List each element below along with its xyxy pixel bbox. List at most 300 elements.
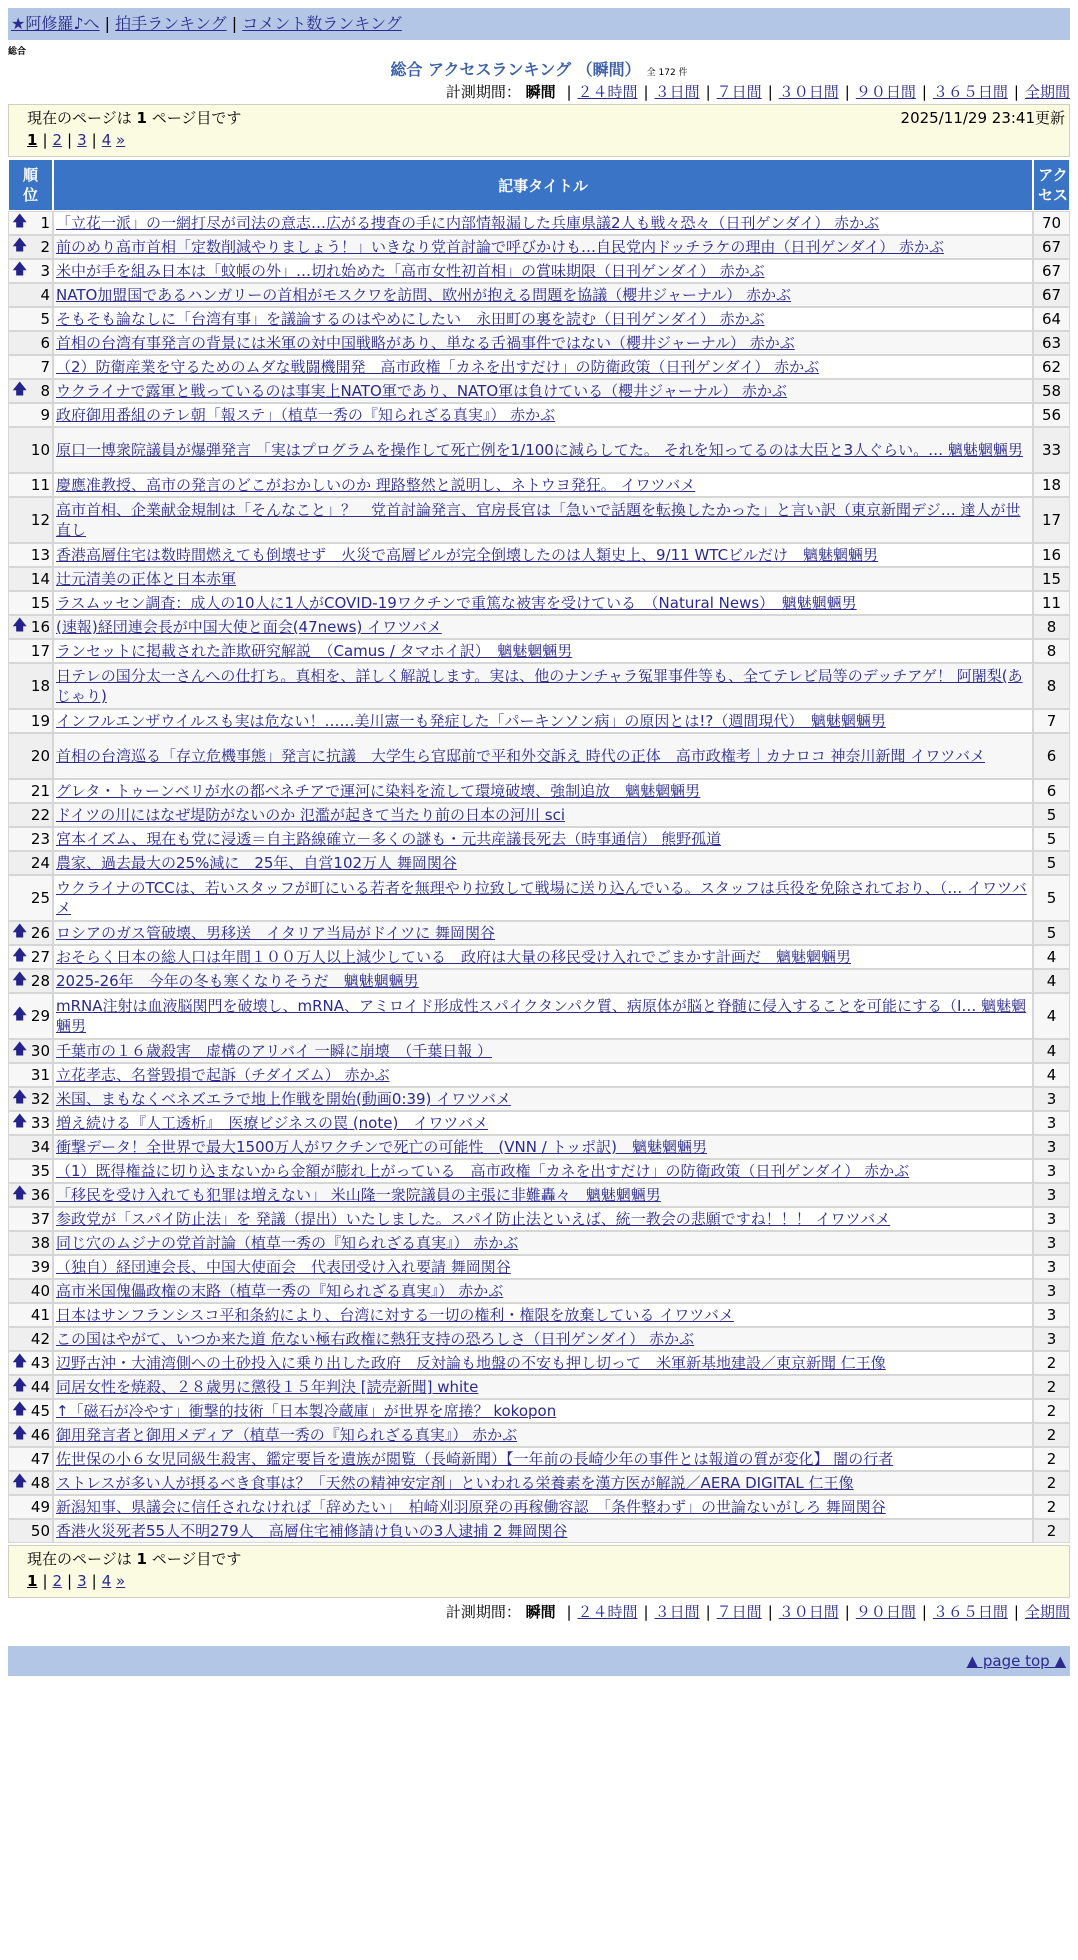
access-count: 17 — [1033, 497, 1070, 543]
article-title-link[interactable]: 日テレの国分太一さんへの仕打ち。真相を、詳しく解説します。実は、他のナンチャラ冤罪事件等も、全てテレビ局等のデッチアゲ！ 阿闍梨(あじゃり) — [56, 667, 1023, 705]
rank-number: 18 — [30, 677, 50, 695]
rank-number: 40 — [30, 1282, 50, 1300]
table-row — [8, 497, 1070, 543]
title-cell — [53, 1231, 1033, 1255]
table-row — [8, 355, 1070, 379]
rank-cell — [8, 1447, 53, 1471]
article-title-link[interactable]: 宮本イズム、現在も党に浸透＝自主路線確立－多くの謎も・元共産議長死去（時事通信） 熊野孤道 — [56, 830, 722, 848]
rank-cell — [8, 379, 53, 403]
period-link[interactable]: 全期間 — [1024, 83, 1070, 101]
rank-number: 20 — [30, 747, 50, 765]
rank-cell — [8, 1495, 53, 1519]
table-row — [8, 1255, 1070, 1279]
access-count: 3 — [1033, 1279, 1070, 1303]
article-title-link[interactable]: ランセットに掲載された詐欺研究解説 （Camus / タマホイ訳） 魑魅魍魎男 — [56, 642, 573, 660]
rank-number: 13 — [30, 546, 50, 564]
article-title-link[interactable]: mRNA注射は血液脳関門を破壊し、mRNA、アミロイド形成性スパイクタンパク質、病原体が脳と脊髄に侵入することを可能にする（I… 魑魅魍魎男 — [56, 997, 1027, 1035]
access-count: 2 — [1033, 1399, 1070, 1423]
article-title-link[interactable]: 衝撃データ！全世界で最大1500万人がワクチンで死亡の可能性 (VNN / トッポ訳) 魑魅魍魎男 — [56, 1138, 707, 1156]
rank-cell — [8, 403, 53, 427]
col-header-access-text: アクセス — [1037, 166, 1068, 204]
title-cell — [53, 1279, 1033, 1303]
article-title-link[interactable]: 「移民を受け入れても犯罪は増えない」 米山隆一衆院議員の主張に非難轟々 魑魅魍魎男 — [56, 1186, 661, 1204]
period-link[interactable]: ３日間 — [654, 1603, 700, 1621]
title-cell — [53, 543, 1033, 567]
period-selector-bottom — [8, 1601, 1070, 1624]
rank-up-arrow-icon: 🡅 — [12, 379, 28, 398]
table-row — [8, 1207, 1070, 1231]
rank-up-arrow-icon: 🡅 — [12, 945, 28, 964]
table-row — [8, 615, 1070, 639]
table-row — [8, 591, 1070, 615]
title-cell — [53, 1351, 1033, 1375]
rank-up-arrow-icon: 🡅 — [12, 969, 28, 988]
rank-cell — [8, 1471, 53, 1495]
pager-separator: | — [67, 131, 73, 149]
article-title-link[interactable]: おそらく日本の総人口は年間１００万人以上減少している 政府は大量の移民受け入れでごまかす計画だ 魑魅魍魎男 — [56, 948, 852, 966]
nav-link-clap-ranking[interactable]: 拍手ランキング — [115, 14, 227, 33]
rank-up-arrow-icon: 🡅 — [12, 1111, 28, 1130]
access-count: 5 — [1033, 875, 1070, 921]
title-cell — [53, 779, 1033, 803]
rank-cell — [8, 1351, 53, 1375]
table-row — [8, 803, 1070, 827]
rank-number: 27 — [30, 948, 50, 966]
access-count: 3 — [1033, 1231, 1070, 1255]
title-cell — [53, 235, 1033, 259]
title-cell — [53, 1303, 1033, 1327]
access-count: 56 — [1033, 403, 1070, 427]
table-row — [8, 1039, 1070, 1063]
table-row — [8, 709, 1070, 733]
access-count: 3 — [1033, 1327, 1070, 1351]
article-title-link[interactable]: 首相の台湾巡る「存立危機事態」発言に抗議 大学生ら官邸前で平和外交訴え 時代の正体 高市政権考｜カナロコ 神奈川新聞 イワツバメ — [56, 747, 986, 765]
rank-cell — [8, 1207, 53, 1231]
access-count: 3 — [1033, 1183, 1070, 1207]
rank-cell — [8, 993, 53, 1039]
rank-up-arrow-icon: 🡅 — [12, 259, 28, 278]
article-title-link[interactable]: ラスムッセン調査：成人の10人に1人がCOVID-19ワクチンで重篤な被害を受けている （Natural News） 魑魅魍魎男 — [56, 594, 857, 612]
access-count: 4 — [1033, 969, 1070, 993]
access-count: 62 — [1033, 355, 1070, 379]
article-title-link[interactable]: 前のめり高市首相「定数削減やりましょう！」いきなり党首討論で呼びかけも…自民党内ドッチラケの理由（日刊ゲンダイ） 赤かぶ — [56, 238, 944, 256]
title-cell — [53, 331, 1033, 355]
access-count: 63 — [1033, 331, 1070, 355]
article-title-link[interactable]: 日本はサンフランシスコ平和条約により、台湾に対する一切の権利・権限を放棄している イワツバメ — [56, 1306, 734, 1324]
table-row — [8, 427, 1070, 473]
access-count: 2 — [1033, 1351, 1070, 1375]
access-count: 3 — [1033, 1111, 1070, 1135]
title-cell — [53, 663, 1033, 709]
rank-number: 37 — [30, 1210, 50, 1228]
rank-cell — [8, 1087, 53, 1111]
access-count: 2 — [1033, 1519, 1070, 1543]
period-link[interactable]: ７日間 — [716, 83, 762, 101]
period-link[interactable]: ９０日間 — [855, 83, 916, 101]
article-title-link[interactable]: 千葉市の１６歳殺害 虚構のアリバイ 一瞬に崩壊 （千葉日報 ） — [56, 1042, 492, 1060]
article-title-link[interactable]: ドイツの川にはなぜ堤防がないのか 氾濫が起きて当たり前の日本の河川 sci — [56, 806, 566, 824]
access-count: 8 — [1033, 663, 1070, 709]
title-cell — [53, 567, 1033, 591]
rank-number: 8 — [40, 382, 50, 400]
rank-number: 7 — [40, 358, 50, 376]
title-cell — [53, 473, 1033, 497]
rank-number: 16 — [30, 618, 50, 636]
rank-number: 34 — [30, 1138, 50, 1156]
rank-number: 32 — [30, 1090, 50, 1108]
pager-page-link[interactable]: 3 — [77, 131, 87, 149]
rank-cell — [8, 473, 53, 497]
title-cell — [53, 1087, 1033, 1111]
article-title-link[interactable]: 同じ穴のムジナの党首討論（植草一秀の『知られざる真実』） 赤かぶ — [56, 1234, 519, 1252]
table-row — [8, 1399, 1070, 1423]
rank-up-arrow-icon: 🡅 — [12, 1004, 28, 1023]
period-link[interactable]: ３６５日間 — [932, 83, 1008, 101]
period-link[interactable]: ３０日間 — [778, 83, 839, 101]
title-cell — [53, 1399, 1033, 1423]
article-title-link[interactable]: そもそも論なしに「台湾有事」を議論するのはやめにしたい 永田町の裏を読む（日刊ゲンダイ） 赤かぶ — [56, 310, 765, 328]
title-cell — [53, 1135, 1033, 1159]
page — [8, 8, 1070, 1676]
period-separator: | — [705, 83, 711, 101]
title-cell — [53, 733, 1033, 779]
rank-cell — [8, 615, 53, 639]
title-cell — [53, 1471, 1033, 1495]
table-row — [8, 1231, 1070, 1255]
period-link[interactable]: ２４時間 — [577, 83, 638, 101]
rank-number: 48 — [30, 1474, 50, 1492]
table-row — [8, 1303, 1070, 1327]
rank-cell — [8, 875, 53, 921]
article-title-link[interactable]: ウクライナのTCCは、若いスタッフが町にいる若者を無理やり拉致して戦場に送り込んでいる。スタッフは兵役を免除されており、（… イワツバメ — [56, 879, 1027, 917]
ranking-table — [8, 159, 1070, 1543]
rank-cell — [8, 355, 53, 379]
rank-number: 36 — [30, 1186, 50, 1204]
page-title: 総合 アクセスランキング （瞬間） — [390, 60, 641, 79]
rank-number: 41 — [30, 1306, 50, 1324]
article-title-link[interactable]: 慶應准教授、高市の発言のどこがおかしいのか 理路整然と説明し、ネトウヨ発狂。 イワツバメ — [56, 476, 696, 494]
access-count: 4 — [1033, 993, 1070, 1039]
rank-number: 30 — [30, 1042, 50, 1060]
title-cell — [53, 403, 1033, 427]
rank-cell — [8, 497, 53, 543]
article-title-link[interactable]: ストレスが多い人が摂るべき食事は？「天然の精神安定剤」といわれる栄養素を漢方医が解説／AERA DIGITAL 仁王像 — [56, 1474, 854, 1492]
access-count: 3 — [1033, 1087, 1070, 1111]
access-count: 67 — [1033, 283, 1070, 307]
rank-cell — [8, 639, 53, 663]
col-header-rank — [8, 159, 53, 211]
rank-number: 1 — [40, 214, 50, 232]
col-header-rank-text: 順位 — [22, 166, 38, 204]
pager-page-link[interactable]: 2 — [52, 131, 63, 149]
article-title-link[interactable]: （2）防衛産業を守るためのムダな戦闘機開発 高市政権「カネを出すだけ」の防衛政策（日刊ゲンダイ） 赤かぶ — [56, 358, 820, 376]
pager-page-current: 1 — [27, 1572, 38, 1590]
access-count: 2 — [1033, 1423, 1070, 1447]
table-row — [8, 1279, 1070, 1303]
access-count: 67 — [1033, 235, 1070, 259]
rank-cell — [8, 663, 53, 709]
table-row — [8, 1447, 1070, 1471]
period-separator: | — [643, 83, 649, 101]
article-title-link[interactable]: NATO加盟国であるハンガリーの首相がモスクワを訪問、欧州が抱える問題を協議（櫻井ジャーナル） 赤かぶ — [56, 286, 792, 304]
rank-cell — [8, 331, 53, 355]
article-title-link[interactable]: 2025-26年 今年の冬も寒くなりそうだ 魑魅魍魎男 — [56, 972, 419, 990]
access-count: 3 — [1033, 1303, 1070, 1327]
period-link[interactable]: ２４時間 — [577, 1603, 638, 1621]
table-row — [8, 379, 1070, 403]
pager-separator: | — [91, 1572, 97, 1590]
rank-number: 9 — [40, 406, 50, 424]
pager-page-link[interactable]: 3 — [77, 1572, 87, 1590]
rank-up-arrow-icon: 🡅 — [12, 1087, 28, 1106]
access-count: 7 — [1033, 709, 1070, 733]
pager-separator: | — [42, 131, 48, 149]
title-cell — [53, 1111, 1033, 1135]
period-separator: | — [767, 83, 773, 101]
pager-page-link[interactable]: 2 — [52, 1572, 63, 1590]
article-title-link[interactable]: 参政党が「スパイ防止法」を 発議（提出）いたしました。スパイ防止法といえば、統一教会の悲願ですね！！！ イワツバメ — [56, 1210, 891, 1228]
period-separator: | — [844, 1603, 850, 1621]
title-cell — [53, 803, 1033, 827]
article-title-link[interactable]: ウクライナで露軍と戦っているのは事実上NATO軍であり、NATO軍は負けている（櫻井ジャーナル） 赤かぶ — [56, 382, 787, 400]
period-separator: | — [921, 1603, 927, 1621]
rank-number: 33 — [30, 1114, 50, 1132]
rank-cell — [8, 1135, 53, 1159]
article-title-link[interactable]: インフルエンザウイルスも実は危ない！……美川憲一も発症した「パーキンソン病」の原因とは!?（週間現代） 魑魅魍魎男 — [56, 712, 886, 730]
table-row — [8, 307, 1070, 331]
rank-number: 42 — [30, 1330, 50, 1348]
access-count: 6 — [1033, 733, 1070, 779]
rank-cell — [8, 427, 53, 473]
article-title-link[interactable]: 辻元清美の正体と日本赤軍 — [56, 570, 237, 588]
access-count: 5 — [1033, 921, 1070, 945]
nav-link-comment-ranking[interactable]: コメント数ランキング — [242, 14, 402, 33]
article-title-link[interactable]: 辺野古沖・大浦湾側への土砂投入に乗り出した政府 反対論も地盤の不安も押し切って 米軍新基地建設／東京新聞 仁王像 — [56, 1354, 886, 1372]
article-title-link[interactable]: （独自）経団連会長、中国大使面会 代表団受け入れ要請 舞岡関谷 — [56, 1258, 511, 1276]
period-label: 計測期間： — [445, 1603, 521, 1621]
article-title-link[interactable]: グレタ・トゥーンベリが水の都ベネチアで運河に染料を流して環境破壊、強制追放 魑魅魍魎男 — [56, 782, 701, 800]
rank-number: 35 — [30, 1162, 50, 1180]
rank-up-arrow-icon: 🡅 — [12, 211, 28, 230]
period-separator: | — [1013, 1603, 1019, 1621]
rank-cell — [8, 827, 53, 851]
rank-number: 49 — [30, 1498, 50, 1516]
article-title-link[interactable]: 増え続ける『人工透析』 医療ビジネスの罠 (note) イワツバメ — [56, 1114, 489, 1132]
title-cell — [53, 945, 1033, 969]
article-title-link[interactable]: 米国、まもなくベネズエラで地上作戦を開始(動画0:39) イワツバメ — [56, 1090, 511, 1108]
article-title-link[interactable]: 高市米国傀儡政権の末路（植草一秀の『知られざる真実』） 赤かぶ — [56, 1282, 504, 1300]
rank-cell — [8, 307, 53, 331]
table-row — [8, 543, 1070, 567]
total-count: 全 172 件 — [646, 68, 688, 78]
article-title-link[interactable]: 農家、過去最大の25%減に 25年、自営102万人 舞岡関谷 — [56, 854, 457, 872]
page-top-link[interactable]: ▲ page top ▲ — [966, 1652, 1066, 1670]
article-title-link[interactable]: 「立花一派」の一網打尽が司法の意志…広がる捜査の手に内部情報漏した兵庫県議2人も戦々恐々（日刊ゲンダイ） 赤かぶ — [56, 214, 880, 232]
title-cell — [53, 1495, 1033, 1519]
pager-separator: | — [42, 1572, 48, 1590]
period-separator: | — [1013, 83, 1019, 101]
title-cell — [53, 615, 1033, 639]
nav-separator: | — [104, 14, 116, 33]
article-title-link[interactable]: 同居女性を焼殺、２８歳男に懲役１５年判決 [読売新聞] white — [56, 1378, 479, 1396]
rank-number: 22 — [30, 806, 50, 824]
access-count: 4 — [1033, 945, 1070, 969]
rank-number: 6 — [40, 334, 50, 352]
title-cell — [53, 1447, 1033, 1471]
rank-number: 24 — [30, 854, 50, 872]
rank-cell — [8, 779, 53, 803]
pager-status-bottom — [27, 1548, 1069, 1570]
period-separator: | — [566, 83, 572, 101]
period-link[interactable]: ３６５日間 — [932, 1603, 1008, 1621]
period-link[interactable]: ７日間 — [716, 1603, 762, 1621]
table-row — [8, 1471, 1070, 1495]
access-count: 18 — [1033, 473, 1070, 497]
pager-current-page: 1 — [136, 109, 147, 127]
access-count: 3 — [1033, 1255, 1070, 1279]
rank-cell — [8, 945, 53, 969]
article-title-link[interactable]: (速報)経団連会長が中国大使と面会(47news) イワツバメ — [56, 618, 442, 636]
pager-page-link[interactable]: 4 — [101, 1572, 112, 1590]
article-title-link[interactable]: ↑「磁石が冷やす」衝撃的技術「日本製冷蔵庫」が世界を席捲？ kokopon — [56, 1402, 557, 1420]
table-row — [8, 733, 1070, 779]
period-separator: | — [566, 1603, 572, 1621]
title-cell — [53, 1375, 1033, 1399]
pager-text-suffix: ページ目です — [151, 109, 242, 127]
period-link[interactable]: ９０日間 — [855, 1603, 916, 1621]
table-row — [8, 1087, 1070, 1111]
access-count: 2 — [1033, 1375, 1070, 1399]
rank-number: 44 — [30, 1378, 50, 1396]
article-title-link[interactable]: 首相の台湾有事発言の背景には米軍の対中国戦略があり、単なる舌禍事件ではない（櫻井ジャーナル） 赤かぶ — [56, 334, 795, 352]
article-title-link[interactable]: 香港火災死者55人不明279人 高層住宅補修請け負いの3人逮捕 2 舞岡関谷 — [56, 1522, 568, 1540]
access-count: 5 — [1033, 851, 1070, 875]
table-row — [8, 993, 1070, 1039]
rank-cell — [8, 1519, 53, 1543]
rank-cell — [8, 709, 53, 733]
period-link[interactable]: 全期間 — [1024, 1603, 1070, 1621]
access-count: 3 — [1033, 1135, 1070, 1159]
access-count: 5 — [1033, 827, 1070, 851]
rank-cell — [8, 1159, 53, 1183]
rank-number: 17 — [30, 642, 50, 660]
access-count: 58 — [1033, 379, 1070, 403]
article-title-link[interactable]: 御用発言者と御用メディア（植草一秀の『知られざる真実』） 赤かぶ — [56, 1426, 518, 1444]
title-cell — [53, 1327, 1033, 1351]
article-title-link[interactable]: ロシアのガス管破壊、男移送 イタリア当局がドイツに 舞岡関谷 — [56, 924, 496, 942]
period-selector-top — [8, 81, 1070, 104]
table-row — [8, 1063, 1070, 1087]
table-row — [8, 875, 1070, 921]
rank-cell — [8, 969, 53, 993]
title-cell — [53, 591, 1033, 615]
pager-next-link[interactable]: » — [116, 131, 126, 149]
article-title-link[interactable]: 佐世保の小６女児同級生殺害、鑑定要旨を遺族が閲覧（長崎新聞）【一年前の長崎少年の事件とは報道の質が変化】 闇の行者 — [56, 1450, 894, 1468]
category-label: 総合 — [8, 47, 27, 57]
table-row — [8, 473, 1070, 497]
title-cell — [53, 1159, 1033, 1183]
rank-up-arrow-icon: 🡅 — [12, 1039, 28, 1058]
rank-up-arrow-icon: 🡅 — [12, 1375, 28, 1394]
rank-up-arrow-icon: 🡅 — [12, 1183, 28, 1202]
rank-up-arrow-icon: 🡅 — [12, 1399, 28, 1418]
rank-cell — [8, 211, 53, 235]
pager-status — [27, 107, 1069, 129]
period-separator: | — [767, 1603, 773, 1621]
title-cell — [53, 427, 1033, 473]
article-title-link[interactable]: （1）既得権益に切り込まないから金額が膨れ上がっている 高市政権「カネを出すだけ」の防衛政策（日刊ゲンダイ） 赤かぶ — [56, 1162, 910, 1180]
period-link[interactable]: ３日間 — [654, 83, 700, 101]
period-current: 瞬間 — [525, 1603, 556, 1621]
pager-top — [8, 104, 1070, 157]
pager-nav — [27, 129, 1069, 151]
article-title-link[interactable]: 香港高層住宅は数時間燃えても倒壊せず 火災で高層ビルが完全倒壊したのは人類史上、9/11 WTCビルだけ 魑魅魍魎男 — [56, 546, 879, 564]
table-row — [8, 403, 1070, 427]
title-cell — [53, 1063, 1033, 1087]
article-title-link[interactable]: 米中が手を組み日本は「蚊帳の外」…切れ始めた「高市女性初首相」の賞味期限（日刊ゲンダイ） 赤かぶ — [56, 262, 765, 280]
table-row — [8, 211, 1070, 235]
title-cell — [53, 1519, 1033, 1543]
access-count: 64 — [1033, 307, 1070, 331]
rank-number: 50 — [30, 1522, 50, 1540]
rank-number: 46 — [30, 1426, 50, 1444]
access-count: 16 — [1033, 543, 1070, 567]
period-link[interactable]: ３０日間 — [778, 1603, 839, 1621]
article-title-link[interactable]: 政府御用番組のテレ朝「報ステ」（植草一秀の『知られざる真実』） 赤かぶ — [56, 406, 556, 424]
table-row — [8, 567, 1070, 591]
title-cell — [53, 993, 1033, 1039]
title-cell — [53, 283, 1033, 307]
access-count: 3 — [1033, 1207, 1070, 1231]
pager-text-prefix: 現在のページは — [27, 109, 132, 127]
table-row — [8, 1375, 1070, 1399]
article-title-link[interactable]: この国はやがて、いつか来た道 危ない極右政権に熱狂支持の恐ろしさ（日刊ゲンダイ） 赤かぶ — [56, 1330, 695, 1348]
table-row — [8, 1495, 1070, 1519]
rank-number: 31 — [30, 1066, 50, 1084]
rank-cell — [8, 283, 53, 307]
title-cell — [53, 1423, 1033, 1447]
title-cell — [53, 259, 1033, 283]
article-title-link[interactable]: 原口一博衆院議員が爆弾発言 「実はプログラムを操作して死亡例を1/100に減らしてた。 それを知ってるのは大臣と3人ぐらい。… 魑魅魍魎男 — [56, 441, 1023, 459]
title-cell — [53, 1183, 1033, 1207]
nav-link-asyura[interactable]: ★阿修羅♪へ — [11, 14, 100, 33]
rank-up-arrow-icon: 🡅 — [12, 1351, 28, 1370]
rank-number: 15 — [30, 594, 50, 612]
rank-cell — [8, 1279, 53, 1303]
table-row — [8, 1327, 1070, 1351]
access-count: 15 — [1033, 567, 1070, 591]
table-row — [8, 259, 1070, 283]
article-title-link[interactable]: 立花孝志、名誉毀損で起訴（チダイズム） 赤かぶ — [56, 1066, 390, 1084]
updated-timestamp: 2025/11/29 23:41更新 — [900, 109, 1065, 127]
rank-cell — [8, 1399, 53, 1423]
rank-cell — [8, 733, 53, 779]
pager-page-link[interactable]: 4 — [101, 131, 112, 149]
rank-number: 3 — [40, 262, 50, 280]
pager-next-link[interactable]: » — [116, 1572, 126, 1590]
access-count: 4 — [1033, 1039, 1070, 1063]
rank-number: 14 — [30, 570, 50, 588]
rank-number: 4 — [40, 286, 50, 304]
rank-number: 43 — [30, 1354, 50, 1372]
title-cell — [53, 827, 1033, 851]
article-title-link[interactable]: 新潟知事、県議会に信任されなければ「辞めたい」 柏崎刈羽原発の再稼働容認 「条件整わず」の世論ないがしろ 舞岡関谷 — [56, 1498, 886, 1516]
rank-cell — [8, 259, 53, 283]
title-cell — [53, 921, 1033, 945]
article-title-link[interactable]: 高市首相、企業献金規制は「そんなこと」？ 党首討論発言、官房長官は「急いで話題を転換したかった」と言い訳（東京新聞デジ… 達人が世直し — [56, 501, 1021, 539]
rank-cell — [8, 1327, 53, 1351]
table-row — [8, 235, 1070, 259]
